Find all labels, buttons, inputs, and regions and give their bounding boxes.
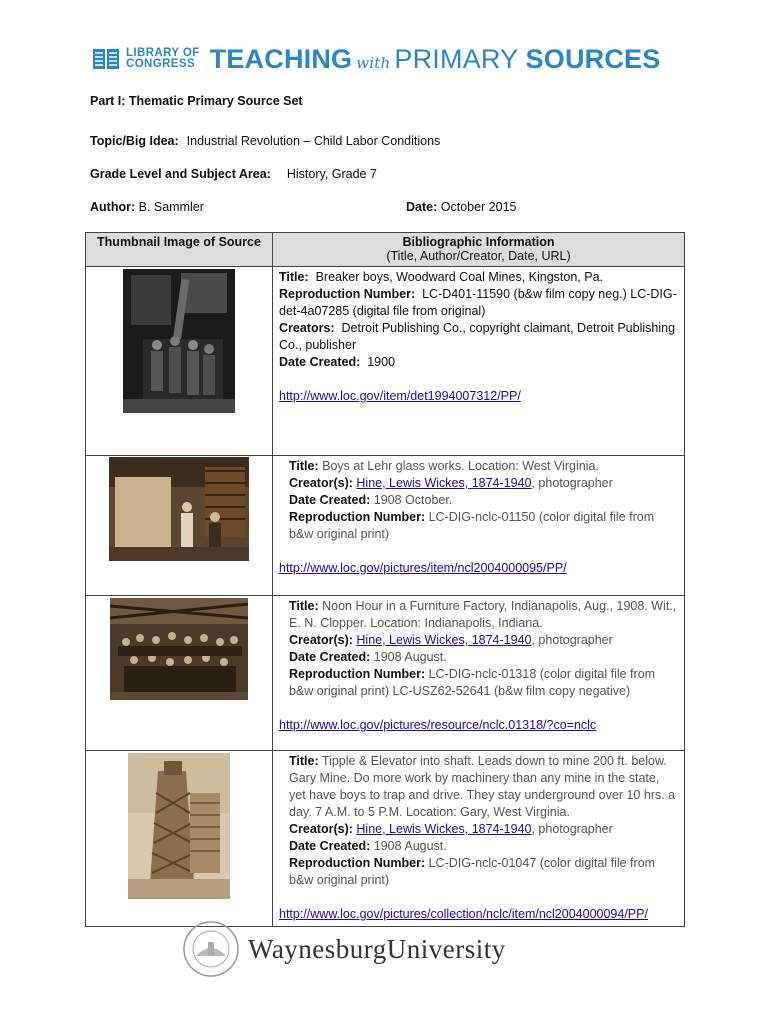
creator-link[interactable]: Hine, Lewis Wickes, 1874-1940 [356, 633, 532, 647]
table-header-row [86, 233, 685, 267]
topic-line: Topic/Big Idea: Industrial Revolution – Child Labor Conditions [90, 134, 441, 148]
creator-link[interactable]: Hine, Lewis Wickes, 1874-1940 [356, 822, 532, 836]
thumbnail-cell [86, 751, 273, 927]
university-name: WaynesburgUniversity [248, 933, 506, 964]
bibliographic-cell: Title: Breaker boys, Woodward Coal Mines, Kingston, Pa. Reproduction Number: LC-D401-11590 (b&w film copy neg.) LC-DIG-det-4a07285 (digital file from original) Creators: Detroit Publishing Co., copyright claimant, Detroit Publishing Co., publisher Date Created: 1900 http://www.loc.gov/item/det1994007312/PP/ [273, 267, 685, 456]
library-of-congress-book-icon [92, 45, 120, 73]
primary-source-table [85, 232, 685, 927]
furniture-factory-photo [110, 598, 248, 700]
bibliographic-cell: Title: Boys at Lehr glass works. Location: West Virginia. Creator(s): Hine, Lewis Wickes, 1874-1940, photographer Date Created: 1908 October. Reproduction Number: LC-DIG-nclc-01150 (color digital file from b&w original print) http://www.loc.gov/pictures/item/ncl2004000095/PP/ [273, 456, 685, 596]
source-url-link[interactable]: http://www.loc.gov/pictures/collection/nclc/item/ncl2004000094/PP/ [279, 907, 648, 921]
glass-works-boys-photo [109, 457, 249, 561]
table-row [86, 267, 685, 456]
thumbnail-cell [86, 596, 273, 751]
source-url-link[interactable]: http://www.loc.gov/pictures/resource/nclc.01318/?co=nclc [279, 718, 597, 732]
source-url-link[interactable]: http://www.loc.gov/pictures/item/ncl2004000095/PP/ [279, 561, 567, 575]
bibliographic-cell: Title: Tipple & Elevator into shaft. Leads down to mine 200 ft. below. Gary Mine. Do more work by machinery than any mine in the state, yet have boys to trap and drive. They stay underground over 10 hrs. a day. 7 A.M. to 5 P.M. Location: Gary, West Virginia. Creator(s): Hine, Lewis Wickes, 1874-1940, photographer Date Created: 1908 August. Reproduction Number: LC-DIG-nclc-01047 (color digital file from b&w original print) http://www.loc.gov/pictures/collection/nclc/item/ncl2004000094/PP/ [273, 751, 685, 927]
table-row [86, 596, 685, 751]
university-seal-icon [182, 920, 240, 978]
tipple-elevator-photo [128, 753, 230, 899]
part-heading: Part I: Thematic Primary Source Set [90, 94, 303, 108]
breaker-boys-photo [123, 269, 235, 413]
thumbnail-cell [86, 267, 273, 456]
table-row [86, 751, 685, 927]
table-row [86, 456, 685, 596]
teaching-with-primary-sources-title: TEACHING with PRIMARY SOURCES [209, 43, 661, 74]
header-logo [92, 42, 660, 76]
thumbnail-column-header: Thumbnail Image of Source [86, 233, 273, 267]
creator-link[interactable]: Hine, Lewis Wickes, 1874-1940 [356, 476, 532, 490]
grade-line: Grade Level and Subject Area: History, Grade 7 [90, 167, 377, 181]
author-line: Author: B. Sammler [90, 200, 204, 214]
bibliographic-column-header: Bibliographic Information (Title, Author/Creator, Date, URL) [273, 233, 685, 267]
thumbnail-cell [86, 456, 273, 596]
bibliographic-cell: Title: Noon Hour in a Furniture Factory, Indianapolis, Aug., 1908. Wit., E. N. Clopper. Location: Indianapolis, Indiana. Creator(s): Hine, Lewis Wickes, 1874-1940, photographer Date Created: 1908 August. Reproduction Number: LC-DIG-nclc-01318 (color digital file from b&w original print) LC-USZ62-52641 (b&w film copy negative) http://www.loc.gov/pictures/resource/nclc.01318/?co=nclc [273, 596, 685, 751]
waynesburg-university-logo [182, 920, 506, 978]
library-of-congress-label: LIBRARY OF CONGRESS [126, 47, 200, 70]
date-line: Date: October 2015 [406, 200, 517, 214]
source-url-link[interactable]: http://www.loc.gov/item/det1994007312/PP/ [279, 389, 521, 403]
